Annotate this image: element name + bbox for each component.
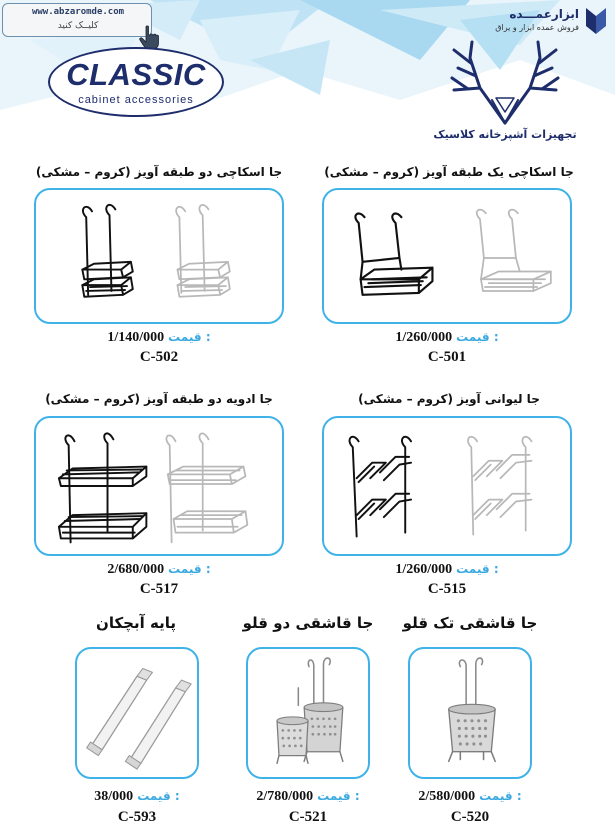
website-url[interactable]: www.abzaromde.com: [31, 7, 125, 17]
price-label-c501: قیمت :: [456, 330, 499, 344]
brand-logo-icon: [583, 6, 609, 36]
classic-logo: [48, 47, 224, 117]
code-c521: C-521: [288, 809, 328, 825]
product-title-c593: پایه آبچکان: [96, 614, 176, 632]
product-image-c517: [36, 418, 282, 554]
code-c593: C-593: [117, 809, 157, 825]
price-value-c502: 1/140/000: [107, 330, 165, 345]
website-link[interactable]: [2, 3, 152, 37]
price-c520: [395, 789, 545, 805]
code-c515: C-515: [427, 581, 467, 597]
product-card-c593[interactable]: [75, 647, 199, 779]
company-title: تجهیزات آشپزخانه کلاسیک: [433, 128, 577, 141]
code-c502: C-502: [139, 349, 179, 365]
product-card-c501[interactable]: [322, 188, 572, 324]
price-value-c593: 38/000: [94, 789, 134, 804]
product-image-c520: [410, 649, 530, 777]
price-c502: [34, 330, 284, 346]
product-card-c521[interactable]: [246, 647, 370, 779]
classic-logo-title: CLASSIC: [66, 57, 206, 92]
price-label-c517: قیمت :: [168, 562, 211, 576]
price-c517: [34, 562, 284, 578]
click-here-text[interactable]: کلیــک کنید: [57, 21, 99, 31]
product-image-c593: [77, 649, 197, 777]
product-image-c515: [324, 418, 570, 554]
price-value-c501: 1/260/000: [395, 330, 453, 345]
deer-antlers-logo: [440, 38, 570, 128]
product-card-c502[interactable]: [34, 188, 284, 324]
product-title-c501: جا اسکاچی یک طبقه آویز (کروم – مشکی): [324, 165, 574, 179]
product-card-c517[interactable]: [34, 416, 284, 556]
price-c521: [233, 789, 383, 805]
brand-name: ابزارعمـــده: [509, 7, 579, 21]
brand-tagline: فروش عمده ابزار و یراق: [495, 23, 579, 32]
product-title-c517: جا ادویه دو طبقه آویز (کروم – مشکی): [45, 392, 273, 406]
price-c593: [62, 789, 212, 805]
price-c515: [322, 562, 572, 578]
price-value-c515: 1/260/000: [395, 562, 453, 577]
price-label-c521: قیمت :: [317, 789, 360, 803]
code-c520: C-520: [450, 809, 490, 825]
price-value-c520: 2/580/000: [418, 789, 476, 804]
price-label-c515: قیمت :: [456, 562, 499, 576]
product-title-c521: جا قاشقی دو قلو: [242, 614, 374, 632]
price-value-c517: 2/680/000: [107, 562, 165, 577]
product-image-c501: [324, 190, 570, 322]
product-card-c520[interactable]: [408, 647, 532, 779]
price-label-c502: قیمت :: [168, 330, 211, 344]
code-c501: C-501: [427, 349, 467, 365]
product-title-c502: جا اسکاچی دو طبقه آویز (کروم – مشکی): [35, 165, 283, 179]
product-title-c515: جا لیوانی آویز (کروم – مشکی): [358, 392, 540, 406]
price-c501: [322, 330, 572, 346]
product-card-c515[interactable]: [322, 416, 572, 556]
product-title-c520: جا قاشقی تک قلو: [402, 614, 538, 632]
price-label-c593: قیمت :: [137, 789, 180, 803]
product-image-c502: [36, 190, 282, 322]
price-value-c521: 2/780/000: [256, 789, 314, 804]
price-label-c520: قیمت :: [479, 789, 522, 803]
classic-logo-subtitle: cabinet accessories: [78, 94, 194, 106]
product-image-c521: [248, 649, 368, 777]
code-c517: C-517: [139, 581, 179, 597]
